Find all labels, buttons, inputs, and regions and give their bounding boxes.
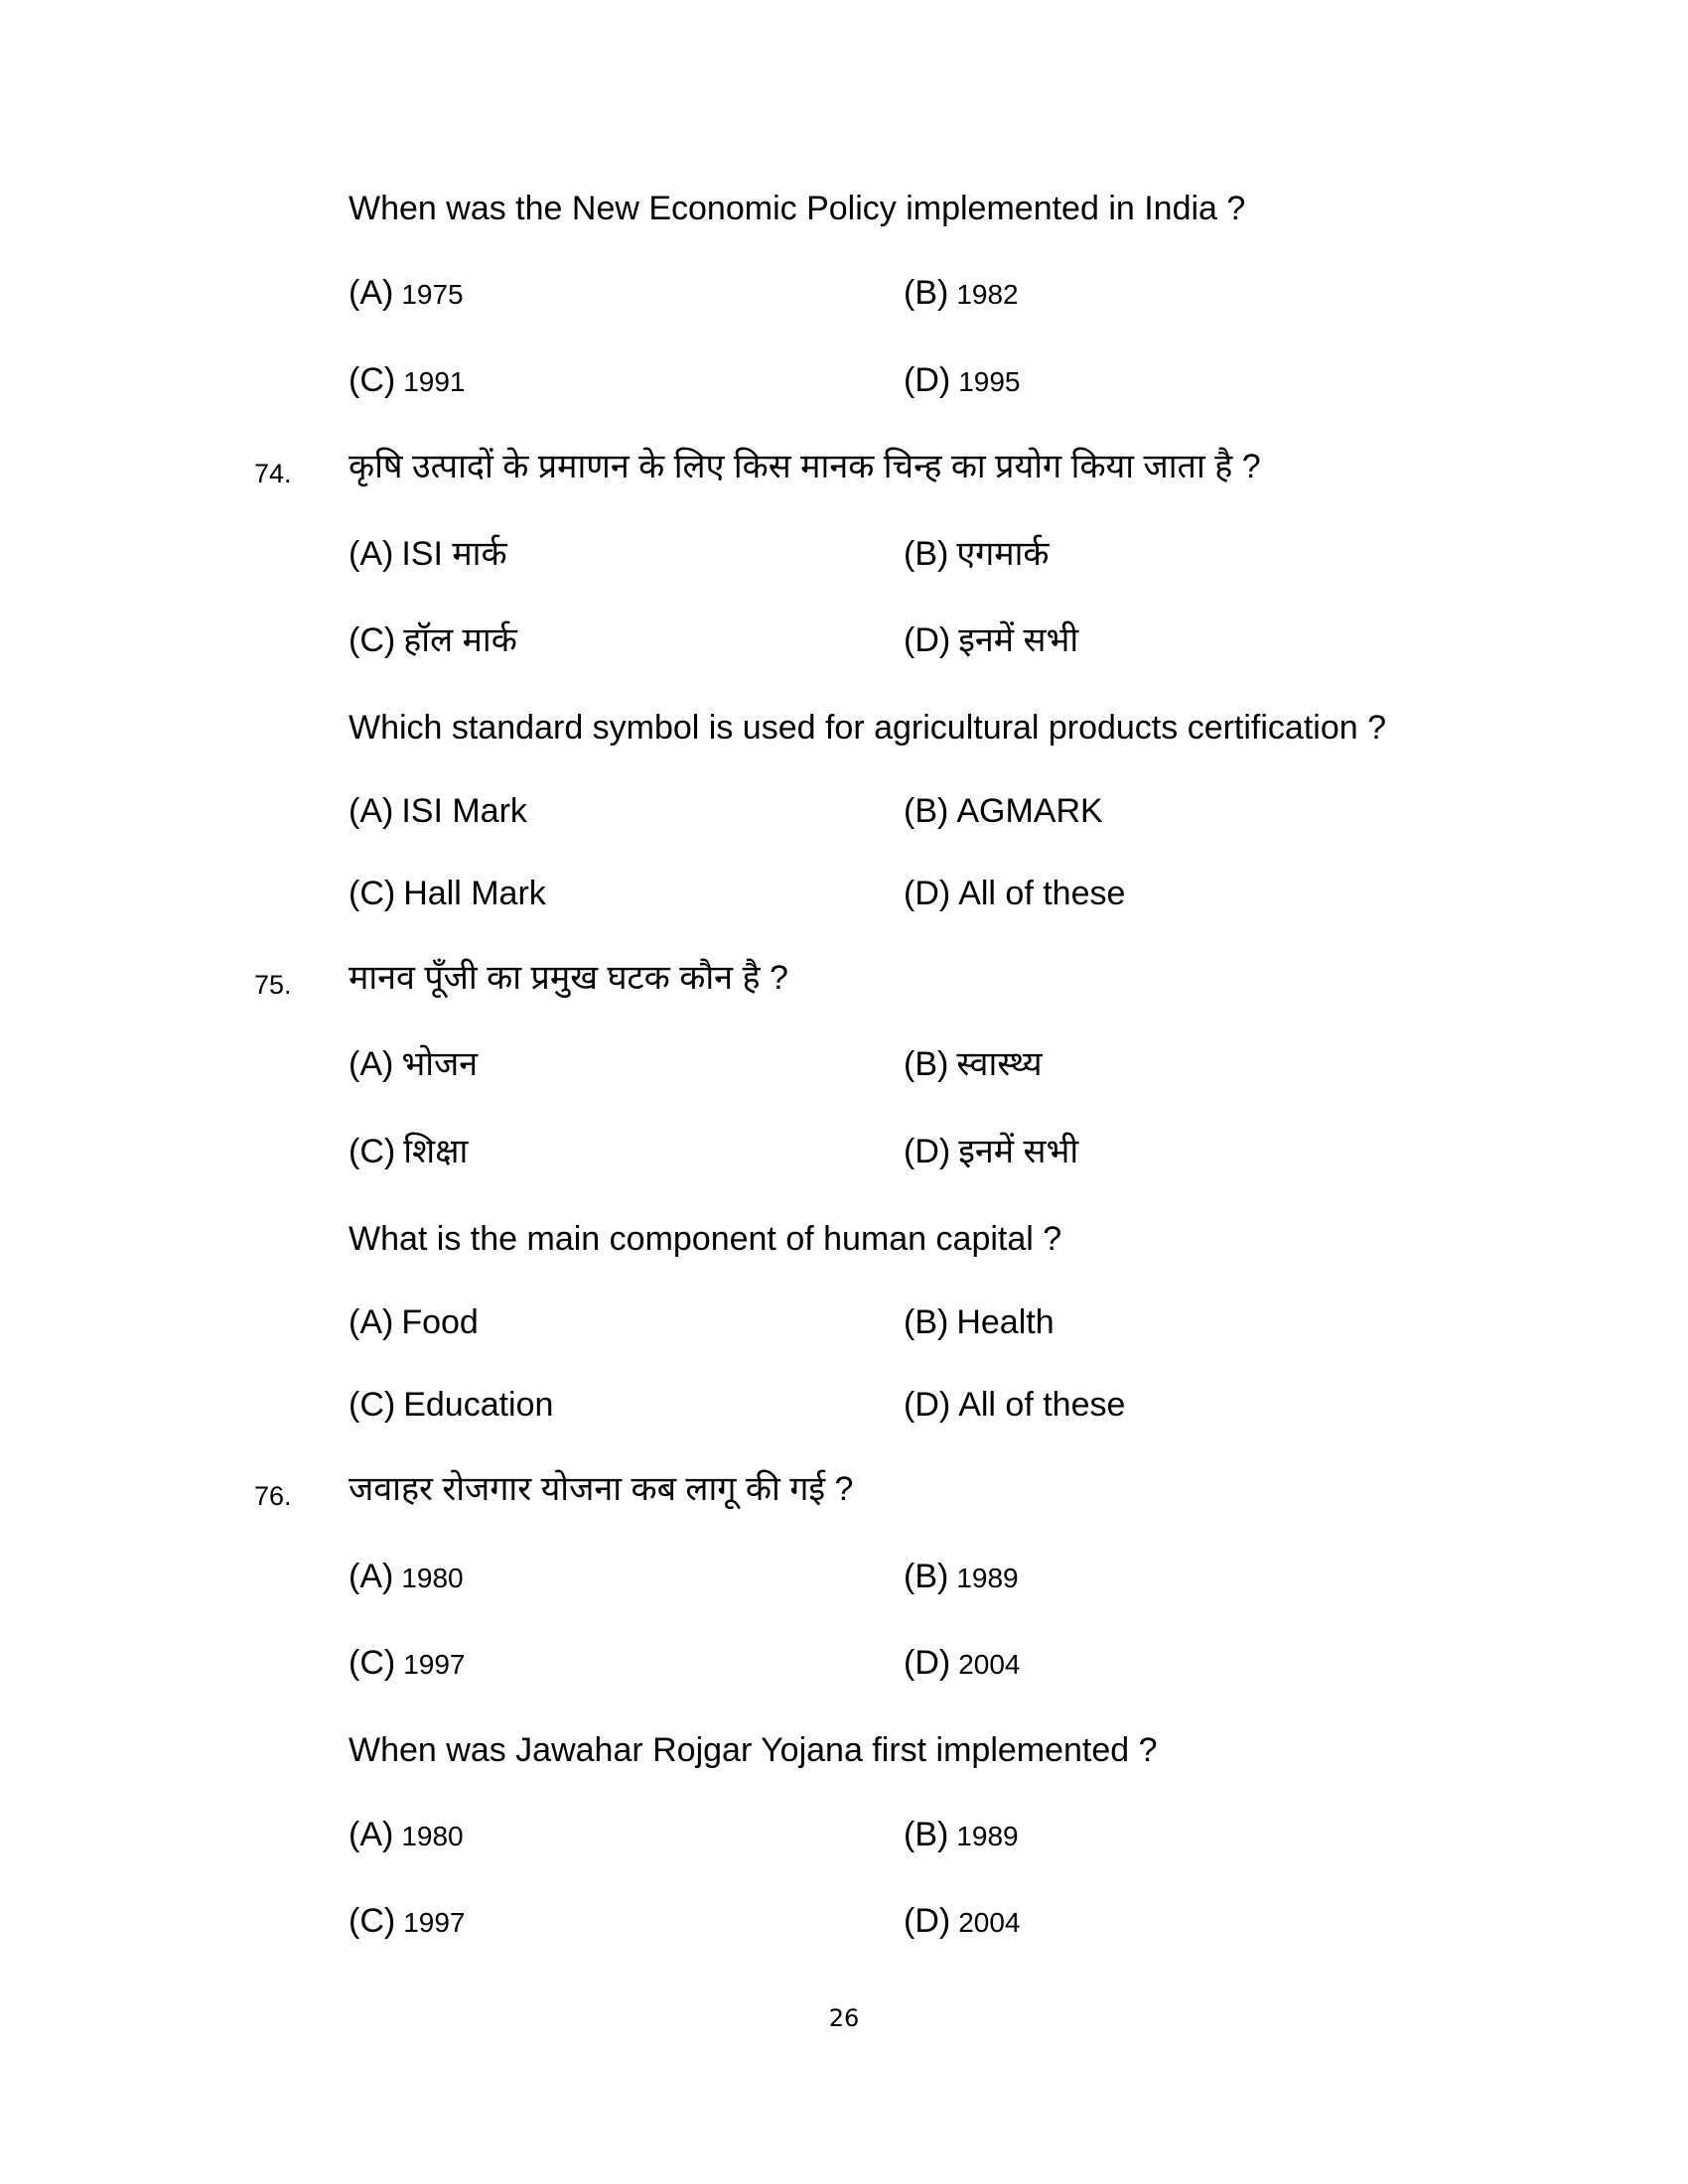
option-label: (C) xyxy=(349,621,396,659)
options-row xyxy=(0,1122,1688,1181)
question-text: जवाहर रोजगार योजना कब लागू की गई ? xyxy=(349,1470,854,1508)
page-number: 26 xyxy=(828,2004,860,2032)
question-text: मानव पूँजी का प्रमुख घटक कौन है ? xyxy=(349,959,788,997)
option-a xyxy=(349,534,507,574)
option-c xyxy=(349,1132,468,1171)
options-row xyxy=(0,263,1688,323)
options-row xyxy=(0,524,1688,584)
question-text: What is the main component of human capital ? xyxy=(349,1220,1062,1258)
option-label: (D) xyxy=(904,1644,951,1682)
options-row xyxy=(0,350,1688,410)
option-label: (D) xyxy=(904,1133,951,1170)
option-value: Food xyxy=(401,1303,479,1341)
question-75-english xyxy=(0,1209,1688,1269)
option-value: 1982 xyxy=(956,279,1019,310)
option-d xyxy=(904,1643,1021,1685)
option-label: (C) xyxy=(349,1644,396,1682)
option-value: ISI Mark xyxy=(401,792,527,830)
option-c xyxy=(349,874,546,913)
option-label: (B) xyxy=(904,792,949,830)
option-label: (D) xyxy=(904,361,951,399)
option-value: All of these xyxy=(958,875,1126,912)
option-label: (D) xyxy=(904,1902,951,1940)
option-value: 1997 xyxy=(403,1907,466,1938)
option-label: (A) xyxy=(349,1816,394,1853)
option-value: 1980 xyxy=(401,1821,464,1851)
question-text: कृषि उत्पादों के प्रमाणन के लिए किस मानक चिन्ह का प्रयोग किया जाता है ? xyxy=(349,448,1261,485)
question-76-hindi xyxy=(0,1459,1688,1519)
option-a xyxy=(349,273,464,315)
option-d xyxy=(904,1132,1078,1171)
option-a xyxy=(349,791,527,831)
options-row xyxy=(0,1547,1688,1606)
option-value: 1997 xyxy=(403,1649,466,1680)
option-label: (A) xyxy=(349,1045,394,1083)
option-value: 2004 xyxy=(958,1907,1021,1938)
question-76-english xyxy=(0,1720,1688,1780)
option-label: (A) xyxy=(349,792,394,830)
option-d xyxy=(904,360,1021,402)
option-label: (C) xyxy=(349,361,396,399)
option-a xyxy=(349,1557,464,1598)
option-c xyxy=(349,620,517,660)
options-row xyxy=(0,1891,1688,1951)
option-label: (D) xyxy=(904,621,951,659)
option-label: (A) xyxy=(349,1558,394,1595)
option-value: Health xyxy=(956,1303,1055,1341)
options-row xyxy=(0,611,1688,670)
question-number: 75. xyxy=(254,970,292,1000)
option-d xyxy=(904,874,1125,913)
option-label: (A) xyxy=(349,1303,394,1341)
option-value: Hall Mark xyxy=(403,875,546,912)
options-row xyxy=(0,864,1688,923)
option-value: 1975 xyxy=(401,279,464,310)
question-number: 74. xyxy=(254,459,292,488)
option-b xyxy=(904,1044,1043,1084)
options-row xyxy=(0,1633,1688,1693)
option-b xyxy=(904,534,1050,574)
question-number: 76. xyxy=(254,1481,292,1511)
option-value: 2004 xyxy=(958,1649,1021,1680)
option-label: (B) xyxy=(904,1045,949,1083)
option-b xyxy=(904,273,1019,315)
option-value: Education xyxy=(403,1386,554,1424)
question-74-english xyxy=(0,698,1688,757)
option-value: शिक्षा xyxy=(403,1133,469,1170)
option-a xyxy=(349,1044,478,1084)
option-value: AGMARK xyxy=(956,792,1103,830)
option-a xyxy=(349,1302,479,1342)
option-value: 1980 xyxy=(401,1563,464,1593)
option-d xyxy=(904,1901,1021,1943)
option-b xyxy=(904,791,1103,831)
options-row xyxy=(0,781,1688,841)
option-label: (B) xyxy=(904,1816,949,1853)
option-value: 1989 xyxy=(956,1821,1019,1851)
option-label: (C) xyxy=(349,875,396,912)
option-label: (B) xyxy=(904,1558,949,1595)
option-label: (B) xyxy=(904,274,949,312)
option-label: (C) xyxy=(349,1902,396,1940)
option-label: (B) xyxy=(904,1303,949,1341)
option-label: (B) xyxy=(904,535,949,573)
option-b xyxy=(904,1302,1055,1342)
option-d xyxy=(904,1385,1125,1425)
option-value: इनमें सभी xyxy=(958,1133,1079,1170)
option-c xyxy=(349,360,466,402)
option-value: भोजन xyxy=(401,1045,479,1083)
question-text: When was the New Economic Policy implemented in India ? xyxy=(349,190,1246,227)
option-b xyxy=(904,1815,1019,1856)
question-74-hindi xyxy=(0,437,1688,496)
options-row xyxy=(0,1293,1688,1352)
options-row xyxy=(0,1805,1688,1864)
option-value: ISI मार्क xyxy=(401,535,507,573)
option-label: (C) xyxy=(349,1386,396,1424)
option-label: (D) xyxy=(904,875,951,912)
option-c xyxy=(349,1643,466,1685)
option-label: (D) xyxy=(904,1386,951,1424)
option-value: हॉल मार्क xyxy=(403,621,517,659)
options-row xyxy=(0,1034,1688,1094)
question-73-english xyxy=(0,179,1688,238)
option-label: (C) xyxy=(349,1133,396,1170)
question-text: When was Jawahar Rojgar Yojana first implemented ? xyxy=(349,1731,1158,1769)
option-value: इनमें सभी xyxy=(958,621,1079,659)
option-value: 1991 xyxy=(403,366,466,397)
option-value: 1995 xyxy=(958,366,1021,397)
option-d xyxy=(904,620,1078,660)
question-text: Which standard symbol is used for agricultural products certification ? xyxy=(349,709,1387,747)
option-value: All of these xyxy=(958,1386,1126,1424)
option-value: स्वास्थ्य xyxy=(956,1045,1043,1083)
option-a xyxy=(349,1815,464,1856)
option-c xyxy=(349,1901,466,1943)
option-value: एगमार्क xyxy=(956,535,1050,573)
option-value: 1989 xyxy=(956,1563,1019,1593)
option-label: (A) xyxy=(349,274,394,312)
option-label: (A) xyxy=(349,535,394,573)
option-c xyxy=(349,1385,553,1425)
options-row xyxy=(0,1375,1688,1434)
question-75-hindi xyxy=(0,948,1688,1008)
option-b xyxy=(904,1557,1019,1598)
